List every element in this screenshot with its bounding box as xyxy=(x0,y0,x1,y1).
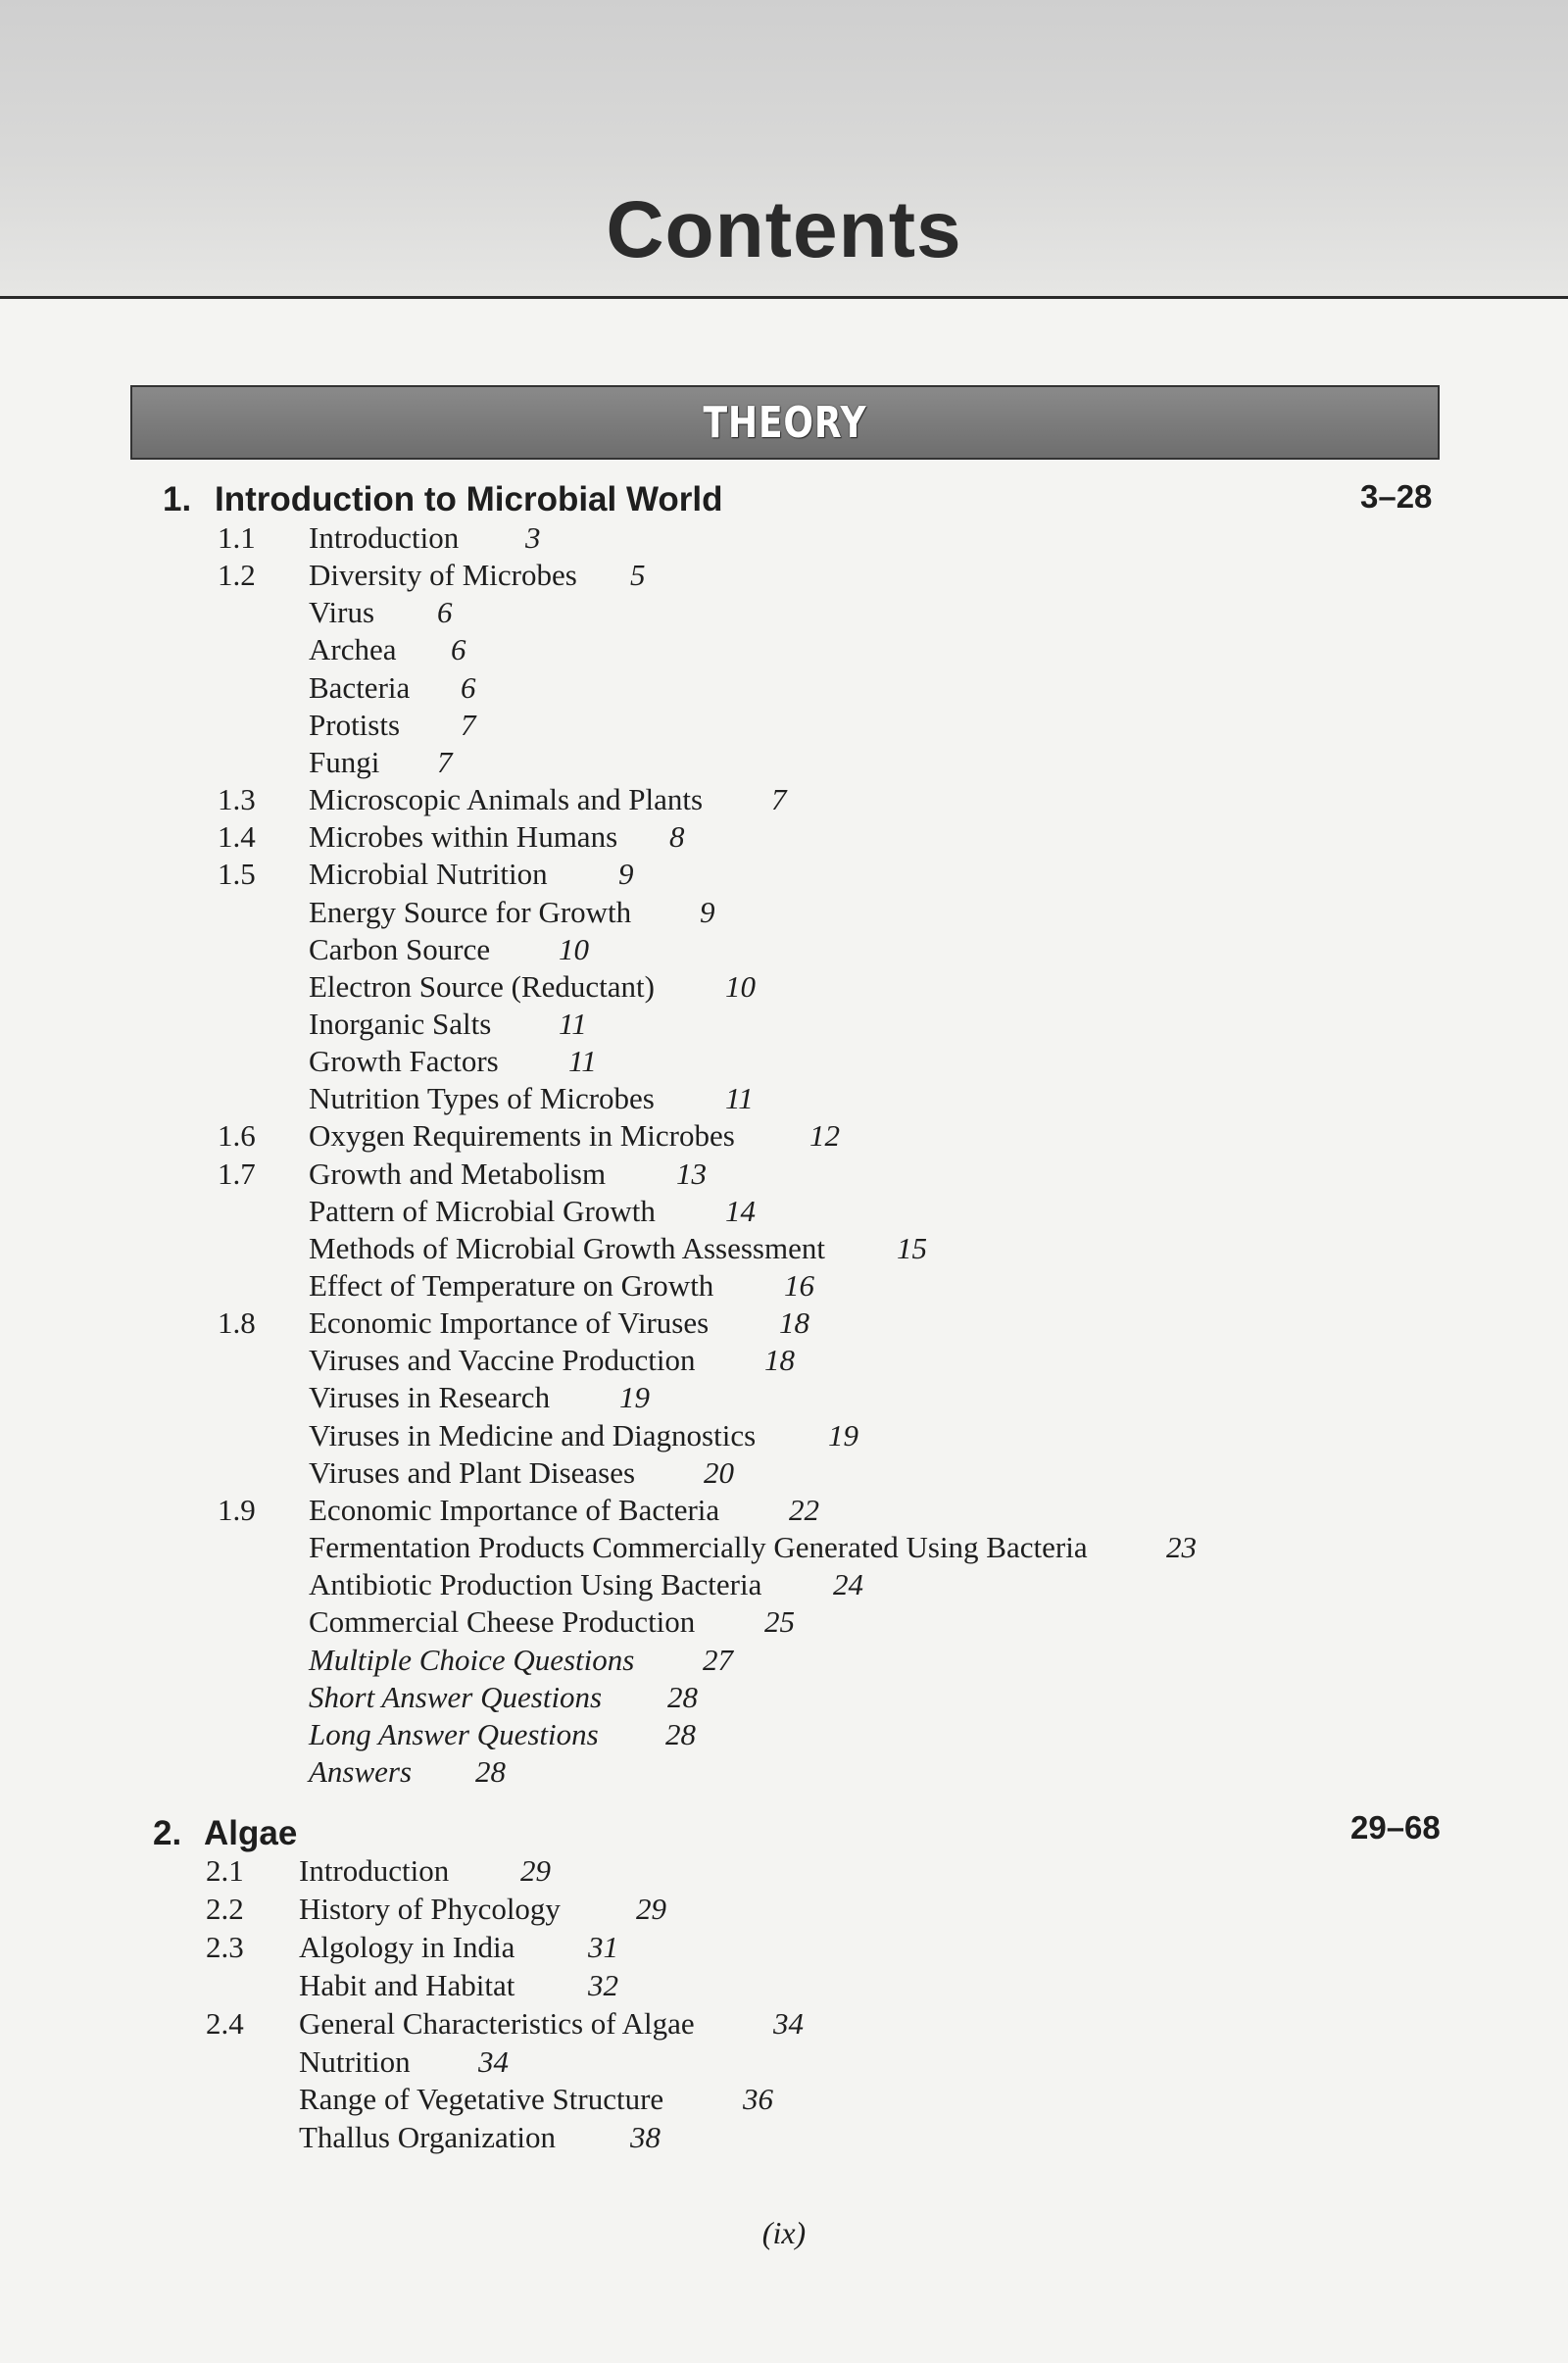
toc-entry-page: 20 xyxy=(704,1454,734,1490)
toc-entry-page: 28 xyxy=(667,1679,698,1714)
toc-entry-page: 9 xyxy=(700,894,715,929)
toc-entry-page: 36 xyxy=(743,2082,773,2117)
chapter-number: 1. xyxy=(163,480,192,518)
toc-entry-title: Viruses and Vaccine Production xyxy=(309,1343,696,1378)
toc-entry-number: 1.7 xyxy=(218,1156,256,1191)
header-divider xyxy=(0,296,1568,299)
toc-entry-page: 10 xyxy=(725,968,756,1004)
toc-entry-title: Inorganic Salts xyxy=(309,1006,492,1041)
toc-entry-page: 22 xyxy=(789,1492,819,1527)
toc-entry-page: 25 xyxy=(764,1604,795,1640)
toc-entry-number: 1.3 xyxy=(218,782,256,817)
chapter-title: Introduction to Microbial World xyxy=(215,480,723,518)
toc-entry-number: 1.1 xyxy=(218,520,256,555)
toc-entry-page: 12 xyxy=(809,1118,840,1154)
chapter-title: Algae xyxy=(204,1814,298,1852)
toc-entry-title: History of Phycology xyxy=(299,1891,561,1926)
toc-entry-page: 3 xyxy=(525,520,541,555)
toc-entry-title: Thallus Organization xyxy=(299,2120,557,2155)
toc-entry-title: Microbial Nutrition xyxy=(309,857,548,892)
toc-entry-title: Bacteria xyxy=(309,669,411,705)
toc-entry-title: Carbon Source xyxy=(309,931,491,966)
toc-entry-page: 8 xyxy=(669,819,685,855)
toc-entry-title: Viruses in Medicine and Diagnostics xyxy=(309,1417,757,1452)
toc-entry-title: Range of Vegetative Structure xyxy=(299,2082,664,2117)
toc-entry-title: Virus xyxy=(309,595,375,630)
toc-entry-title: Nutrition Types of Microbes xyxy=(309,1081,655,1116)
toc-entry-title: Answers xyxy=(309,1753,413,1789)
toc-entry-page: 11 xyxy=(725,1081,754,1116)
toc-entry-title: Electron Source (Reductant) xyxy=(309,968,655,1004)
toc-entry-page: 10 xyxy=(559,931,589,966)
toc-entry-title: Introduction xyxy=(299,1853,450,1888)
toc-entry-title: Fungi xyxy=(309,744,380,779)
toc-entry-page: 9 xyxy=(618,857,634,892)
toc-entry-number: 2.1 xyxy=(206,1853,244,1888)
toc-entry-number: 1.9 xyxy=(218,1492,256,1527)
toc-entry-page: 28 xyxy=(475,1753,506,1789)
toc-entry-page: 23 xyxy=(1166,1530,1197,1565)
toc-entry-title: Energy Source for Growth xyxy=(309,894,632,929)
chapter-number: 2. xyxy=(153,1814,182,1852)
toc-entry-title: Economic Importance of Viruses xyxy=(309,1305,710,1341)
toc-entry-page: 38 xyxy=(630,2120,661,2155)
toc-entry-page: 6 xyxy=(451,632,466,667)
toc-entry-page: 11 xyxy=(568,1044,597,1079)
toc-entry-number: 1.5 xyxy=(218,857,256,892)
toc-entry-page: 34 xyxy=(478,2043,509,2079)
toc-entry-title: Pattern of Microbial Growth xyxy=(309,1193,656,1228)
toc-entry-page: 5 xyxy=(630,558,646,593)
toc-entry-page: 24 xyxy=(833,1567,863,1602)
toc-entry-number: 2.3 xyxy=(206,1929,244,1964)
chapter-page-range: 29–68 xyxy=(1350,1809,1441,1846)
toc-entry-number: 1.4 xyxy=(218,819,256,855)
toc-entry-title: Nutrition xyxy=(299,2043,411,2079)
toc-entry-title: Growth and Metabolism xyxy=(309,1156,607,1191)
toc-entry-title: Microscopic Animals and Plants xyxy=(309,782,704,817)
toc-entry-title: Multiple Choice Questions xyxy=(309,1642,635,1677)
toc-entry-number: 2.2 xyxy=(206,1891,244,1926)
toc-entry-title: Archea xyxy=(309,632,397,667)
toc-entry-title: Microbes within Humans xyxy=(309,819,618,855)
section-banner-label: THEORY xyxy=(703,398,867,448)
toc-entry-page: 15 xyxy=(897,1230,927,1265)
toc-entry-page: 29 xyxy=(520,1853,551,1888)
toc-entry-page: 13 xyxy=(676,1156,707,1191)
chapter-page-range: 3–28 xyxy=(1360,478,1433,515)
toc-entry-page: 19 xyxy=(619,1380,650,1415)
toc-entry-title: Long Answer Questions xyxy=(309,1716,599,1751)
toc-entry-title: General Characteristics of Algae xyxy=(299,2005,695,2041)
toc-entry-page: 7 xyxy=(437,744,453,779)
toc-entry-title: Short Answer Questions xyxy=(309,1679,603,1714)
toc-entry-page: 28 xyxy=(665,1716,696,1751)
toc-entry-title: Protists xyxy=(309,707,401,742)
toc-entry-page: 7 xyxy=(771,782,787,817)
toc-entry-page: 31 xyxy=(588,1929,618,1964)
toc-entry-number: 1.8 xyxy=(218,1305,256,1341)
toc-entry-page: 34 xyxy=(773,2005,804,2041)
toc-entry-title: Economic Importance of Bacteria xyxy=(309,1492,720,1527)
toc-entry-title: Growth Factors xyxy=(309,1044,499,1079)
section-banner xyxy=(130,385,1440,460)
toc-entry-title: Oxygen Requirements in Microbes xyxy=(309,1118,735,1154)
toc-entry-title: Viruses in Research xyxy=(309,1380,551,1415)
toc-entry-title: Antibiotic Production Using Bacteria xyxy=(309,1567,762,1602)
toc-entry-title: Fermentation Products Commercially Generated Using Bacteria xyxy=(309,1530,1088,1565)
toc-entry-title: Introduction xyxy=(309,520,460,555)
toc-entry-page: 29 xyxy=(636,1891,666,1926)
toc-entry-number: 1.6 xyxy=(218,1118,256,1154)
toc-entry-page: 6 xyxy=(437,595,453,630)
toc-entry-title: Viruses and Plant Diseases xyxy=(309,1454,636,1490)
toc-entry-page: 32 xyxy=(588,1967,618,2002)
toc-entry-page: 18 xyxy=(779,1305,809,1341)
toc-entry-page: 16 xyxy=(784,1268,814,1303)
page-title: Contents xyxy=(606,185,962,274)
toc-entry-page: 7 xyxy=(461,707,476,742)
toc-entry-title: Habit and Habitat xyxy=(299,1967,515,2002)
toc-entry-page: 19 xyxy=(828,1417,858,1452)
toc-entry-number: 2.4 xyxy=(206,2005,244,2041)
page-number: (ix) xyxy=(761,2215,807,2250)
toc-entry-page: 27 xyxy=(703,1642,733,1677)
toc-entry-title: Methods of Microbial Growth Assessment xyxy=(309,1230,825,1265)
toc-entry-title: Diversity of Microbes xyxy=(309,558,577,593)
toc-entry-page: 11 xyxy=(559,1006,587,1041)
toc-entry-page: 18 xyxy=(764,1343,795,1378)
toc-entry-number: 1.2 xyxy=(218,558,256,593)
toc-entry-page: 6 xyxy=(461,669,476,705)
toc-entry-title: Algology in India xyxy=(299,1929,515,1964)
toc-entry-title: Effect of Temperature on Growth xyxy=(309,1268,714,1303)
toc-entry-page: 14 xyxy=(725,1193,756,1228)
toc-entry-title: Commercial Cheese Production xyxy=(309,1604,696,1640)
